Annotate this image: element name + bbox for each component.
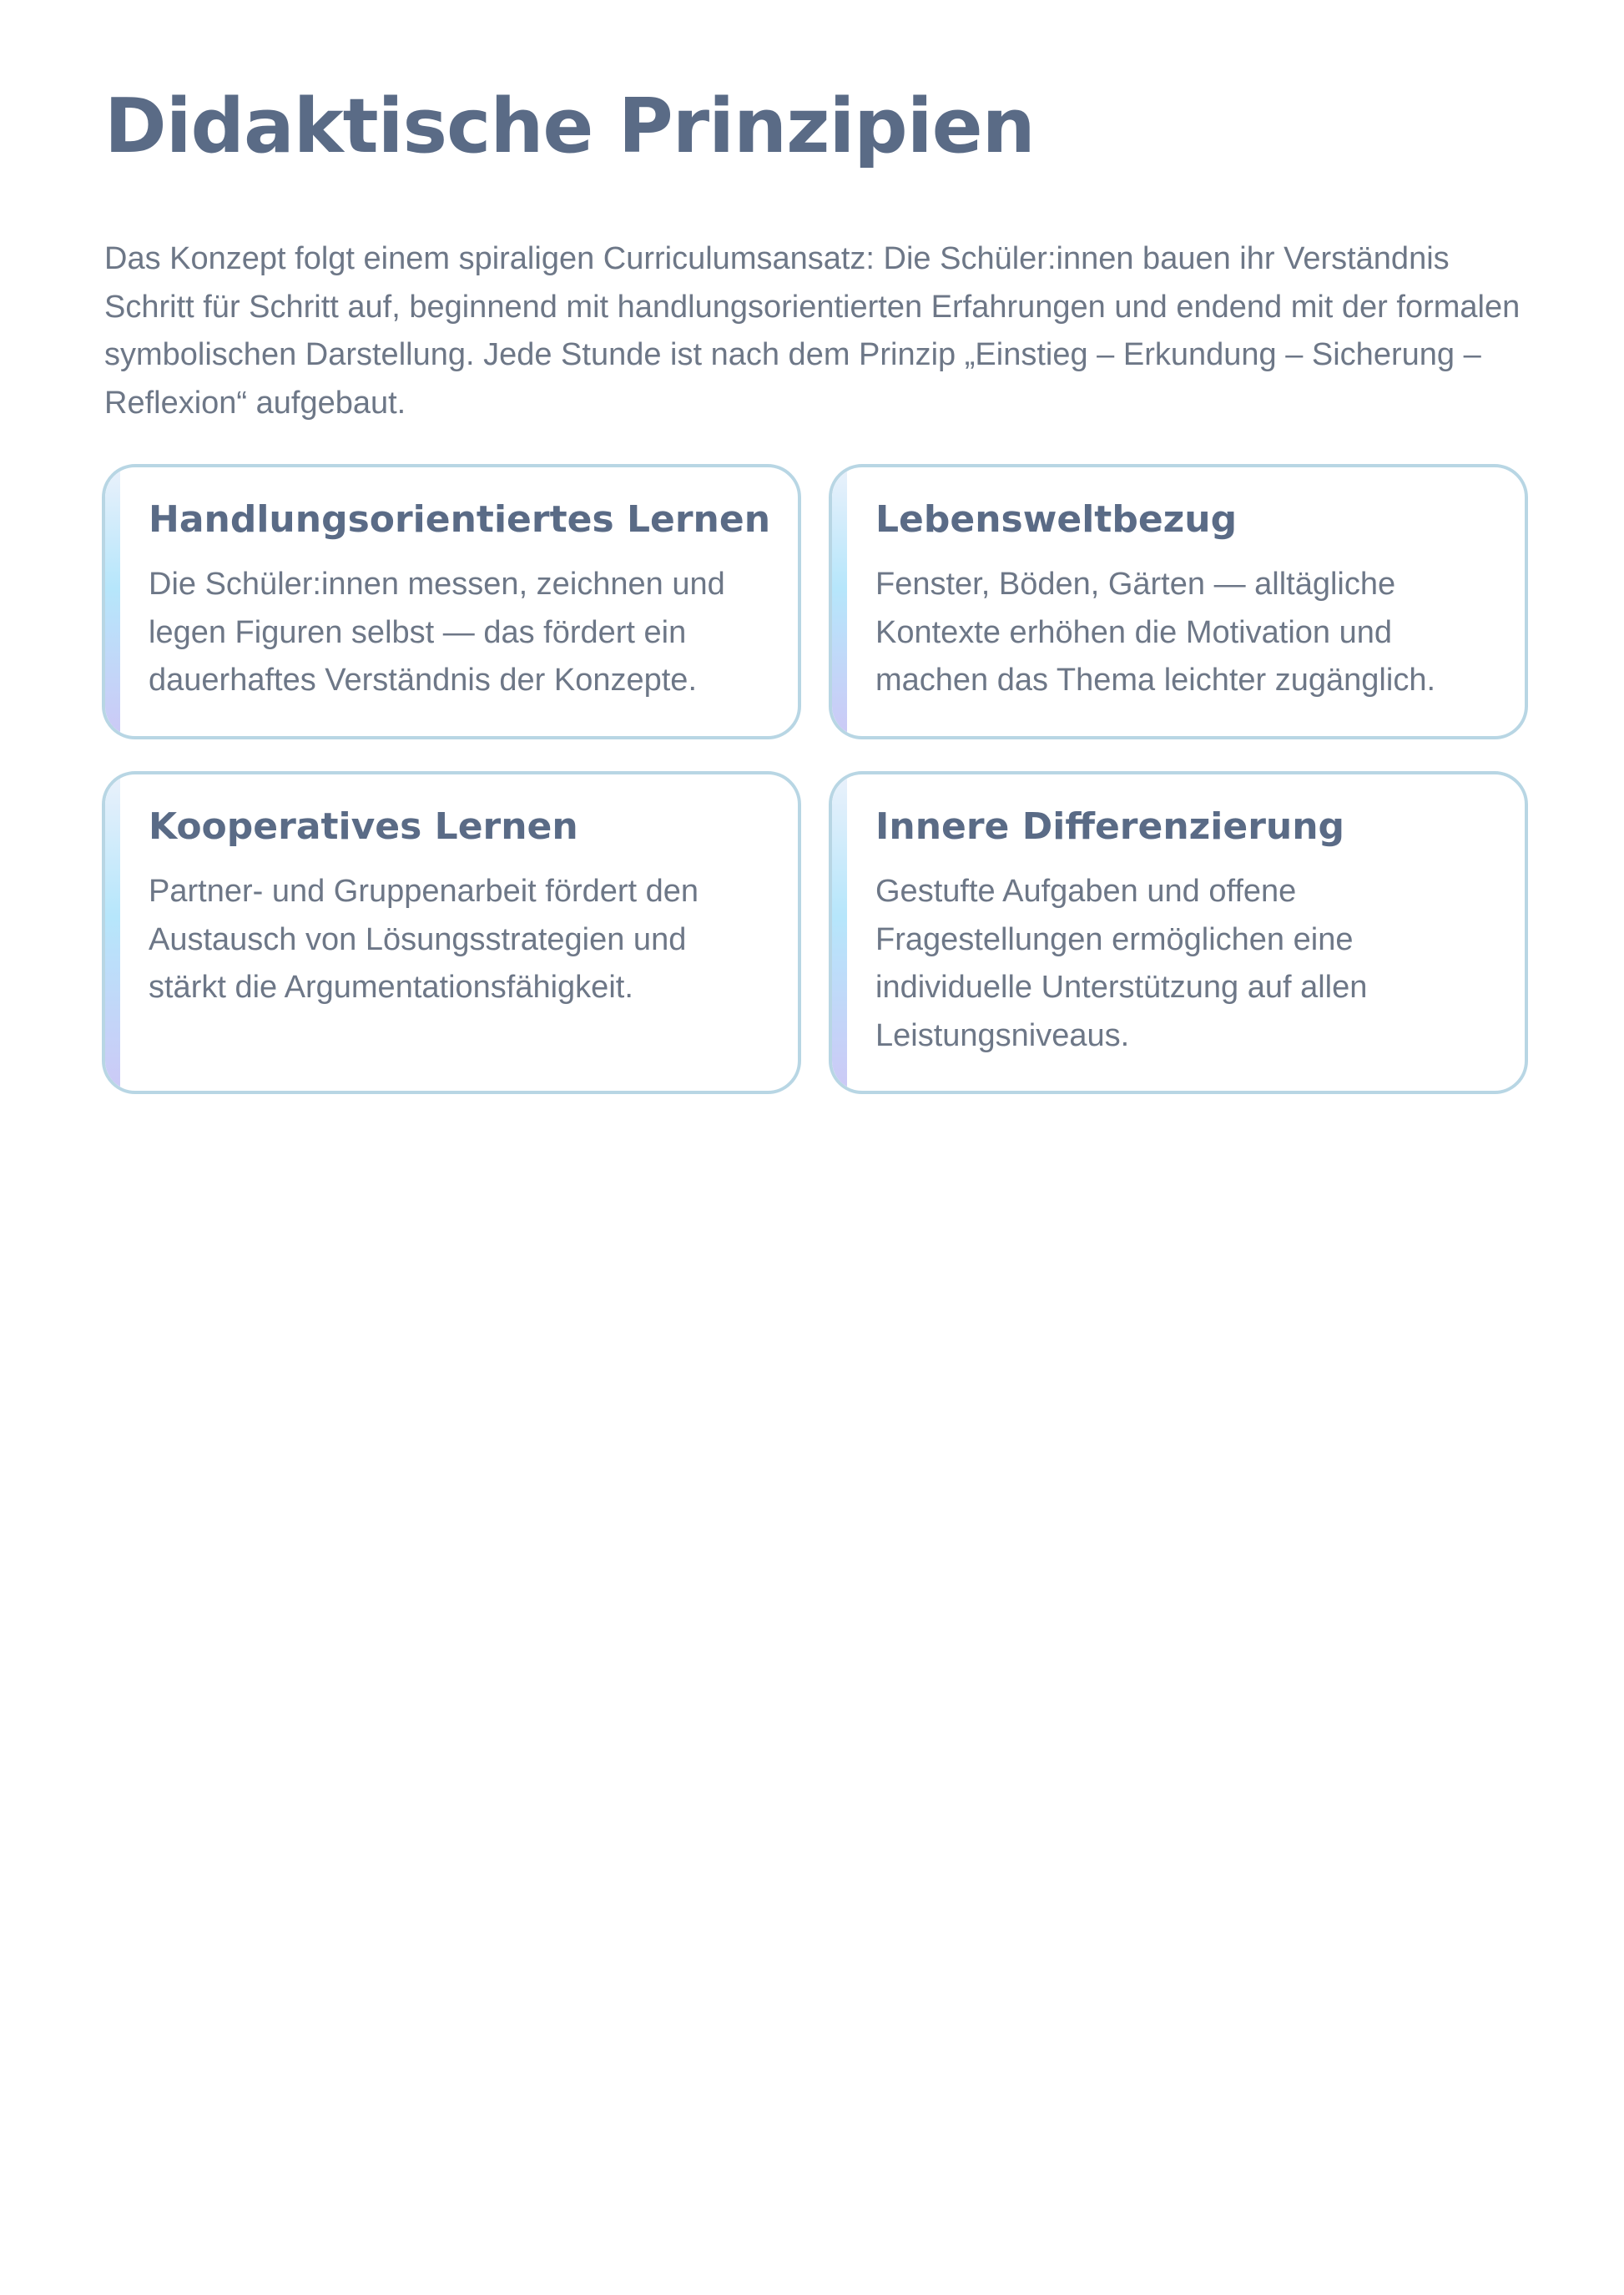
card-title: Innere Differenzierung bbox=[875, 805, 1345, 848]
card-title: Kooperatives Lernen bbox=[149, 805, 578, 848]
page-title: Didaktische Prinzipien bbox=[104, 83, 1035, 170]
principle-card-handlungsorientiert bbox=[102, 464, 801, 739]
principle-card-lebensweltbezug bbox=[829, 464, 1528, 739]
principle-card-differenzierung bbox=[829, 771, 1528, 1094]
intro-paragraph: Das Konzept folgt einem spiraligen Curriculumsansatz: Die Schüler:innen bauen ihr Verständnis Schritt für Schritt auf, beginnend mit handlungsorientierten Erfahrungen und endend mit der formalen symbolischen Darstellung. Jede Stunde ist nach dem Prinzip „Einstieg – Erkundung – Sicherung – Reflexion“ aufgebaut. bbox=[104, 241, 1521, 421]
card-accent-bar bbox=[105, 774, 120, 1091]
card-text: Gestufte Aufgaben und offene Fragestellungen ermöglichen eine individuelle Unterstützung auf allen Leistungsniveaus. bbox=[875, 874, 1368, 1053]
card-text: Fenster, Böden, Gärten — alltägliche Kontexte erhöhen die Motivation und machen das Thema leichter zugänglich. bbox=[875, 567, 1436, 698]
card-title: Handlungsorientiertes Lernen bbox=[149, 498, 771, 541]
card-text: Die Schüler:innen messen, zeichnen und legen Figuren selbst — das fördert ein dauerhaftes Verständnis der Konzepte. bbox=[149, 567, 725, 698]
card-accent-bar bbox=[832, 467, 847, 736]
card-accent-bar bbox=[832, 774, 847, 1091]
card-accent-bar bbox=[105, 467, 120, 736]
principle-card-kooperativ bbox=[102, 771, 801, 1094]
card-text: Partner- und Gruppenarbeit fördert den Austausch von Lösungsstrategien und stärkt die Argumentationsfähigkeit. bbox=[149, 874, 699, 1005]
card-title: Lebensweltbezug bbox=[875, 498, 1238, 541]
